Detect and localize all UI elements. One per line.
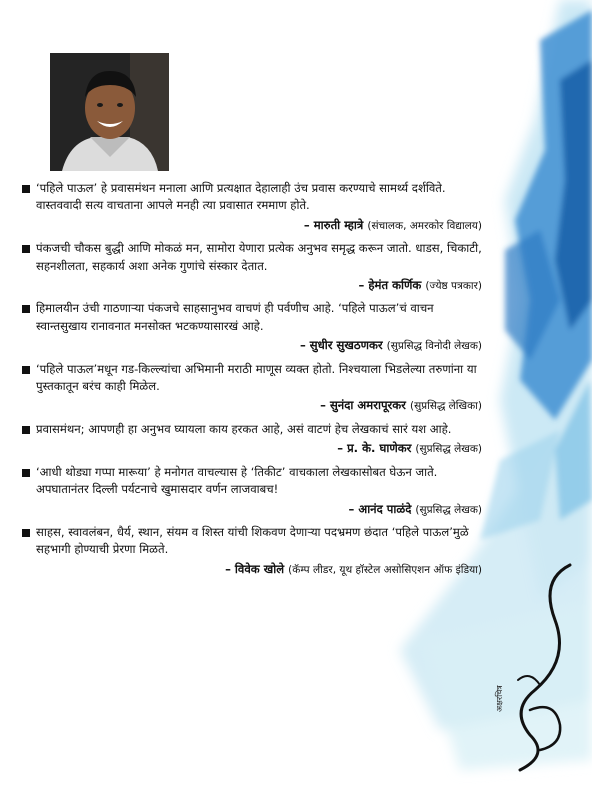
testimonial-3 (22, 300, 482, 355)
testimonial-attribution (36, 501, 482, 519)
testimonial-attribution (36, 277, 482, 295)
testimonial-quote: ‘आधी थोड्या गप्पा मारूया’ हे मनोगत वाचल्यास हे ‘तिकीट’ वाचकाला लेखकासोबत घेऊन जाते. अपघातानंतर दिल्ली पर्यटनाचे खुमासदार वर्णन लाजवाबच! (36, 464, 438, 497)
testimonial-role: (सुप्रसिद्ध विनोदी लेखक) (386, 340, 482, 353)
testimonial-author: – आनंद पाळंदे (348, 501, 412, 516)
testimonial-author: – हेमंत कर्णिक (358, 278, 422, 293)
testimonial-role: (संचालक, अमरकोर विद्यालय) (367, 219, 482, 232)
author-photo (50, 53, 169, 171)
testimonial-6 (22, 464, 482, 519)
bullet-icon (22, 426, 30, 434)
testimonial-2 (22, 240, 482, 295)
testimonial-role: (कॅम्प लीडर, यूथ हॉस्टेल असोसिएशन ऑफ इंडिया) (288, 563, 482, 576)
testimonial-author: – मारुती म्हात्रे (303, 217, 364, 232)
testimonials-list (22, 180, 482, 584)
testimonial-quote: साहस, स्वावलंबन, धैर्य, स्थान, संयम व शिस्त यांची शिकवण देणाऱ्या पदभ्रमण छंदात ‘पहिले पाऊल’मुळे सहभागी होण्याची प्रेरणा मिळते. (36, 524, 469, 557)
testimonial-role: (सुप्रसिद्ध लेखिका) (409, 400, 482, 413)
testimonial-quote: हिमालयीन उंची गाठणाऱ्या पंकजचे साहसानुभव वाचणं ही पर्वणीच आहे. ‘पहिले पाऊल’चं वाचन स्वान्तसुखाय रानावनात मनसोक्त भटकण्यासारखं आहे. (36, 301, 434, 333)
testimonial-role: (ज्येष्ठ पत्रकार) (425, 280, 482, 293)
testimonial-5 (22, 421, 482, 459)
bullet-icon (22, 366, 30, 374)
testimonial-author: – सुनंदा अमरापूरकर (320, 398, 406, 413)
testimonial-quote: ‘पहिले पाऊल’ हे प्रवासमंथन मनाला आणि प्रत्यक्षात देहालाही उंच प्रवास करण्याचे सामर्थ्य दर्शविते. वास्तववादी सत्य वाचताना आपले मनही त्या प्रवासात रममाण होते. (36, 181, 446, 213)
testimonial-4 (22, 361, 482, 416)
bullet-icon (22, 185, 30, 193)
bullet-icon (22, 529, 30, 537)
testimonial-author: – सुधीर सुखठणकर (299, 338, 383, 353)
testimonial-attribution (36, 561, 482, 579)
testimonial-author: – प्र. के. घाणेकर (337, 441, 412, 456)
testimonial-attribution (36, 440, 482, 458)
bullet-icon (22, 245, 30, 253)
signature-label: अक्षरचित्र (495, 685, 504, 712)
bullet-icon (22, 305, 30, 313)
testimonial-1 (22, 180, 482, 235)
testimonial-author: – विवेक खोले (225, 561, 285, 576)
testimonial-attribution (36, 397, 482, 415)
bullet-icon (22, 469, 30, 477)
testimonial-role: (सुप्रसिद्ध लेखक) (415, 503, 482, 516)
testimonial-attribution (36, 217, 482, 235)
calligraphy-signature (500, 560, 580, 780)
testimonial-role: (सुप्रसिद्ध लेखक) (415, 443, 482, 456)
testimonial-quote: पंकजची चौकस बुद्धी आणि मोकळं मन, सामोरा येणारा प्रत्येक अनुभव समृद्ध करून जातो. धाडस, चिकाटी, सहनशीलता, सहकार्य अशा अनेक गुणांचे संस्कार देतात. (36, 241, 482, 273)
testimonial-attribution (36, 337, 482, 355)
testimonial-quote: ‘पहिले पाऊल’मधून गड-किल्ल्यांचा अभिमानी मराठी माणूस व्यक्त होतो. निश्चयाला भिडलेल्या तरुणांना या पुस्तकातून बरंच काही मिळेल. (36, 361, 477, 394)
testimonial-quote: प्रवासमंथन; आपणही हा अनुभव घ्यायला काय हरकत आहे, असं वाटणं हेच लेखकाचं सारं यश आहे. (36, 421, 452, 436)
testimonial-7 (22, 524, 482, 579)
